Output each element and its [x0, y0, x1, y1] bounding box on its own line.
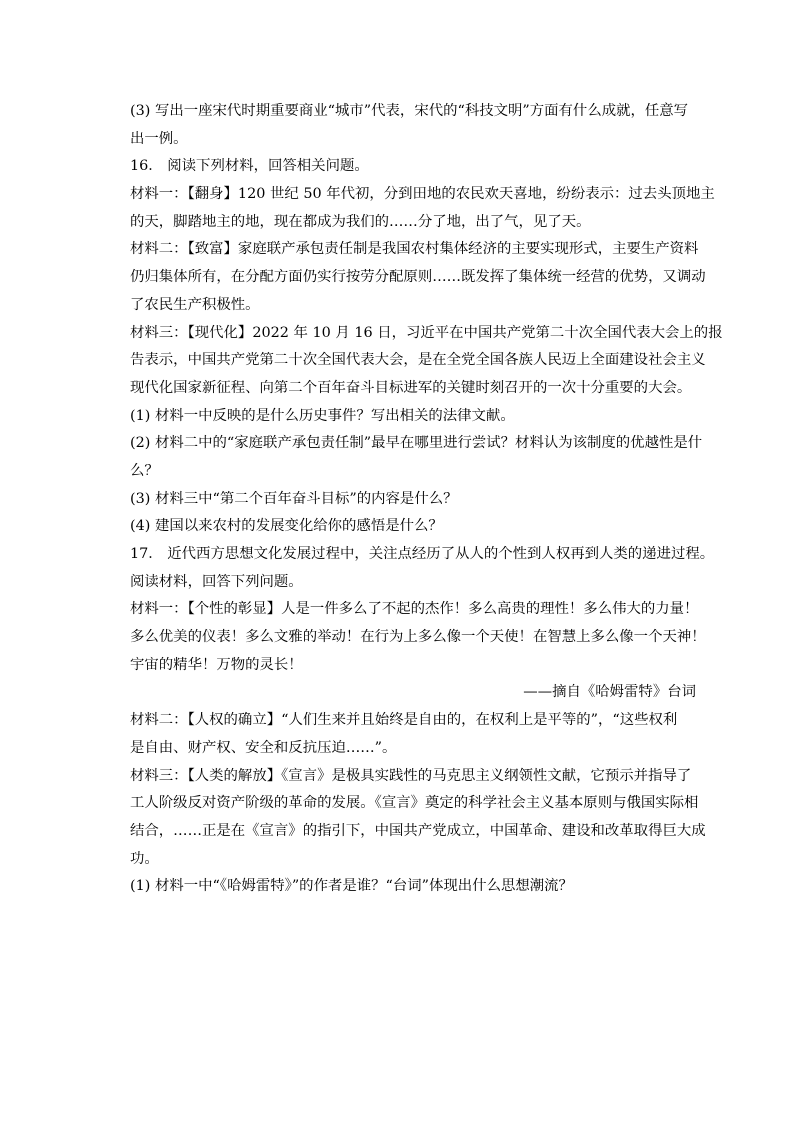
material-3-line-3: 现代化国家新征程、向第二个百年奋斗目标进军的关键时刻召开的一次十分重要的大会。: [130, 379, 692, 396]
material-1-line-1: 材料一：【翻身】120 世纪 50 年代初，分到田地的农民欢天喜地，纷纷表示：过去头顶地主: [130, 186, 715, 203]
question-16-sub-1: (1) 材料一中反映的是什么历史事件？写出相关的法律文献。: [130, 407, 515, 424]
material-2-line-1: 材料二：【致富】家庭联产承包责任制是我国农村集体经济的主要实现形式，主要生产资料: [130, 241, 699, 258]
document-body: [130, 98, 723, 901]
quote-source: ——摘自《哈姆雷特》台词: [523, 684, 696, 701]
q17-material-3-line-2: 工人阶级反对资产阶级的革命的发展。《宣言》奠定的科学社会主义基本原则与俄国实际相: [130, 795, 699, 812]
q17-material-2-line-1: 材料二：【人权的确立】“人们生来并且始终是自由的，在权利上是平等的”，“这些权利: [130, 712, 678, 729]
question-3-line-1: (3) 写出一座宋代时期重要商业“城市”代表，宋代的“科技文明”方面有什么成就，任意写: [130, 103, 689, 119]
q17-material-2-line-2: 是自由、财产权、安全和反抗压迫……”。: [130, 739, 397, 756]
q17-material-3-line-4: 功。: [130, 850, 159, 867]
question-3-line-2: 出一例。: [130, 130, 188, 147]
material-3-line-2: 告表示，中国共产党第二十次全国代表大会，是在全党全国各族人民迈上全面建设社会主义: [130, 352, 706, 369]
question-16-sub-2-line-1: (2) 材料二中的“家庭联产承包责任制”最早在哪里进行尝试？材料认为该制度的优越性是什: [130, 435, 703, 452]
q17-material-3-line-3: 结合，……正是在《宣言》的指引下，中国共产党成立，中国革命、建设和改革取得巨大成: [130, 822, 706, 839]
question-16-sub-4: (4) 建国以来农村的发展变化给你的感悟是什么？: [130, 518, 443, 535]
q17-material-1-line-2: 多么优美的仪表！多么文雅的举动！在行为上多么像一个天使！在智慧上多么像一个天神！: [130, 629, 706, 646]
question-17-instruction: 阅读材料，回答下列问题。: [130, 573, 303, 590]
q17-material-3-line-1: 材料三：【人类的解放】《宣言》是极具实践性的马克思主义纲领性文献，它预示并指导了: [130, 767, 692, 784]
question-17-heading: 17． 近代西方思想文化发展过程中，关注点经历了从人的个性到人权再到人类的递进过程。: [130, 546, 715, 562]
q17-material-1-line-3: 宇宙的精华！万物的灵长！: [130, 656, 303, 673]
question-16-sub-3: (3) 材料三中“第二个百年奋斗目标”的内容是什么？: [130, 490, 458, 507]
material-1-line-2: 的天，脚踏地主的地，现在都成为我们的……分了地，出了气，见了天。: [130, 213, 591, 230]
question-16-heading: 16． 阅读下列材料，回答相关问题。: [130, 158, 369, 175]
q17-material-1-line-1: 材料一：【个性的彰显】人是一件多么了不起的杰作！多么高贵的理性！多么伟大的力量！: [130, 601, 699, 618]
material-2-line-3: 了农民生产积极性。: [130, 296, 260, 313]
material-2-line-2: 仍归集体所有，在分配方面仍实行按劳分配原则……既发挥了集体统一经营的优势，又调动: [130, 269, 706, 286]
material-3-line-1: 材料三：【现代化】2022 年 10 月 16 日，习近平在中国共产党第二十次全国代表大会上的报: [130, 324, 723, 341]
question-17-sub-1: (1) 材料一中“《哈姆雷特》”的作者是谁？“台词”体现出什么思想潮流？: [130, 878, 573, 895]
question-16-sub-2-line-2: 么？: [130, 462, 159, 479]
